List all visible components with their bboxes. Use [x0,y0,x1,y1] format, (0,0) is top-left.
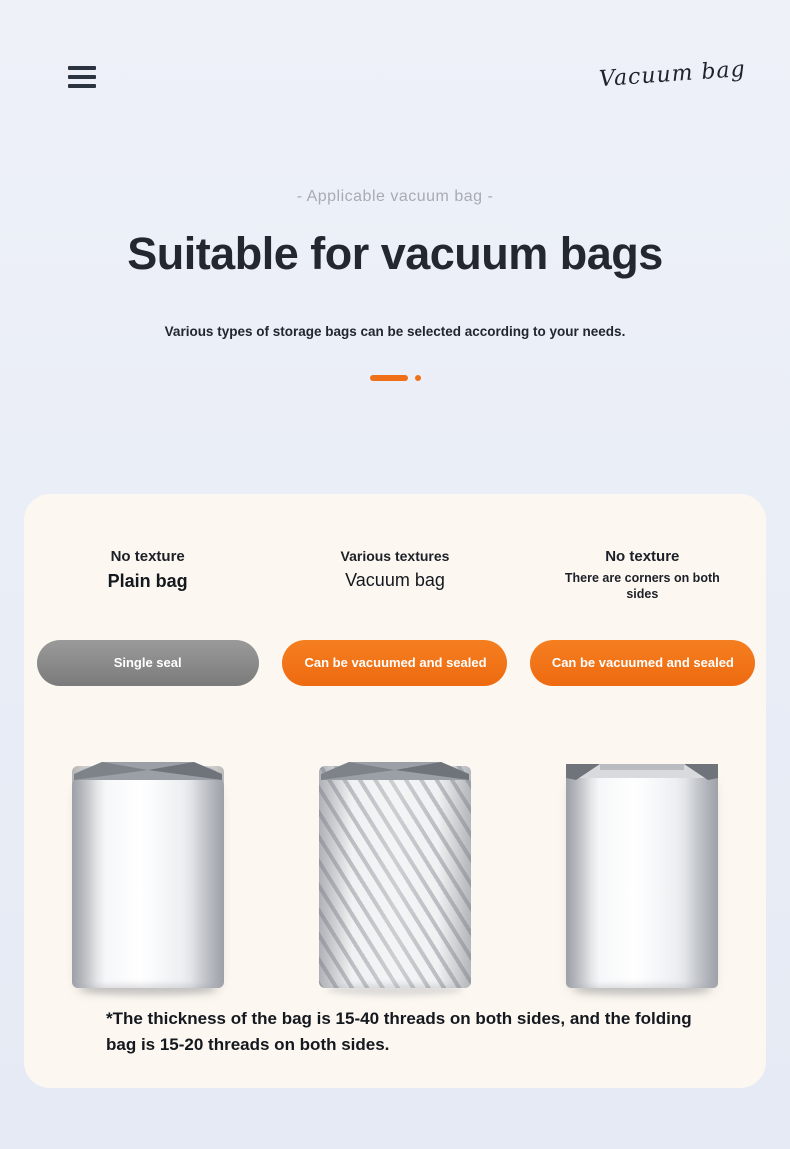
seal-type-pills [24,640,766,686]
hero-subtitle: Various types of storage bags can be selected according to your needs. [164,324,626,339]
pill-vacuum-sealed-2[interactable]: Can be vacuumed and sealed [530,640,755,686]
product-comparison-card [24,494,766,1088]
pill-wrap-plain [24,640,271,686]
carousel-pagination[interactable] [0,373,790,383]
bag-image-plain [72,756,224,988]
bag-top-fold-icon [319,758,471,788]
texture-label: No texture [110,548,185,565]
menu-line-3 [68,84,96,88]
column-cornered-bag [519,548,766,602]
menu-line-2 [68,75,96,79]
pill-vacuum-sealed-1[interactable]: Can be vacuumed and sealed [282,640,507,686]
bag-note: There are corners on both sides [564,571,720,601]
thickness-footnote: *The thickness of the bag is 15-40 threads on both sides, and the folding bag is 15-20 threads on both sides. [106,1009,692,1054]
bag-shading [566,766,718,988]
bag-image-cornered [566,756,718,988]
texture-label: No texture [605,548,680,565]
column-plain-bag [24,548,271,602]
bag-top-fold-icon [72,758,224,788]
column-headers [24,548,766,602]
bag-wrap-vacuum [271,756,518,988]
pagination-dot[interactable] [415,375,421,381]
bag-drop-shadow [327,984,463,996]
bag-illustrations [24,756,766,988]
pagination-active-bar[interactable] [370,375,408,381]
menu-line-1 [68,66,96,70]
bag-shading [319,766,471,988]
bag-corner-fold-icon [566,758,718,788]
hero-kicker: - Applicable vacuum bag - [296,188,494,205]
bag-name: Vacuum bag [345,570,445,590]
bag-image-striped [319,756,471,988]
bag-name: Plain bag [107,571,188,591]
bag-shading [72,766,224,988]
hamburger-menu-icon[interactable] [68,66,96,88]
page-title: Suitable for vacuum bags [127,228,663,279]
bag-drop-shadow [574,984,710,996]
pill-wrap-cornered [519,640,766,686]
bag-wrap-plain [24,756,271,988]
brand-logo: Vacuum bag [598,56,747,93]
page-header [0,0,790,120]
texture-label: Various textures [340,548,450,564]
pill-wrap-vacuum [271,640,518,686]
bag-wrap-cornered [519,756,766,988]
column-vacuum-bag [271,548,518,602]
pill-single-seal[interactable]: Single seal [37,640,259,686]
hero-section [0,120,790,383]
bag-drop-shadow [80,984,216,996]
